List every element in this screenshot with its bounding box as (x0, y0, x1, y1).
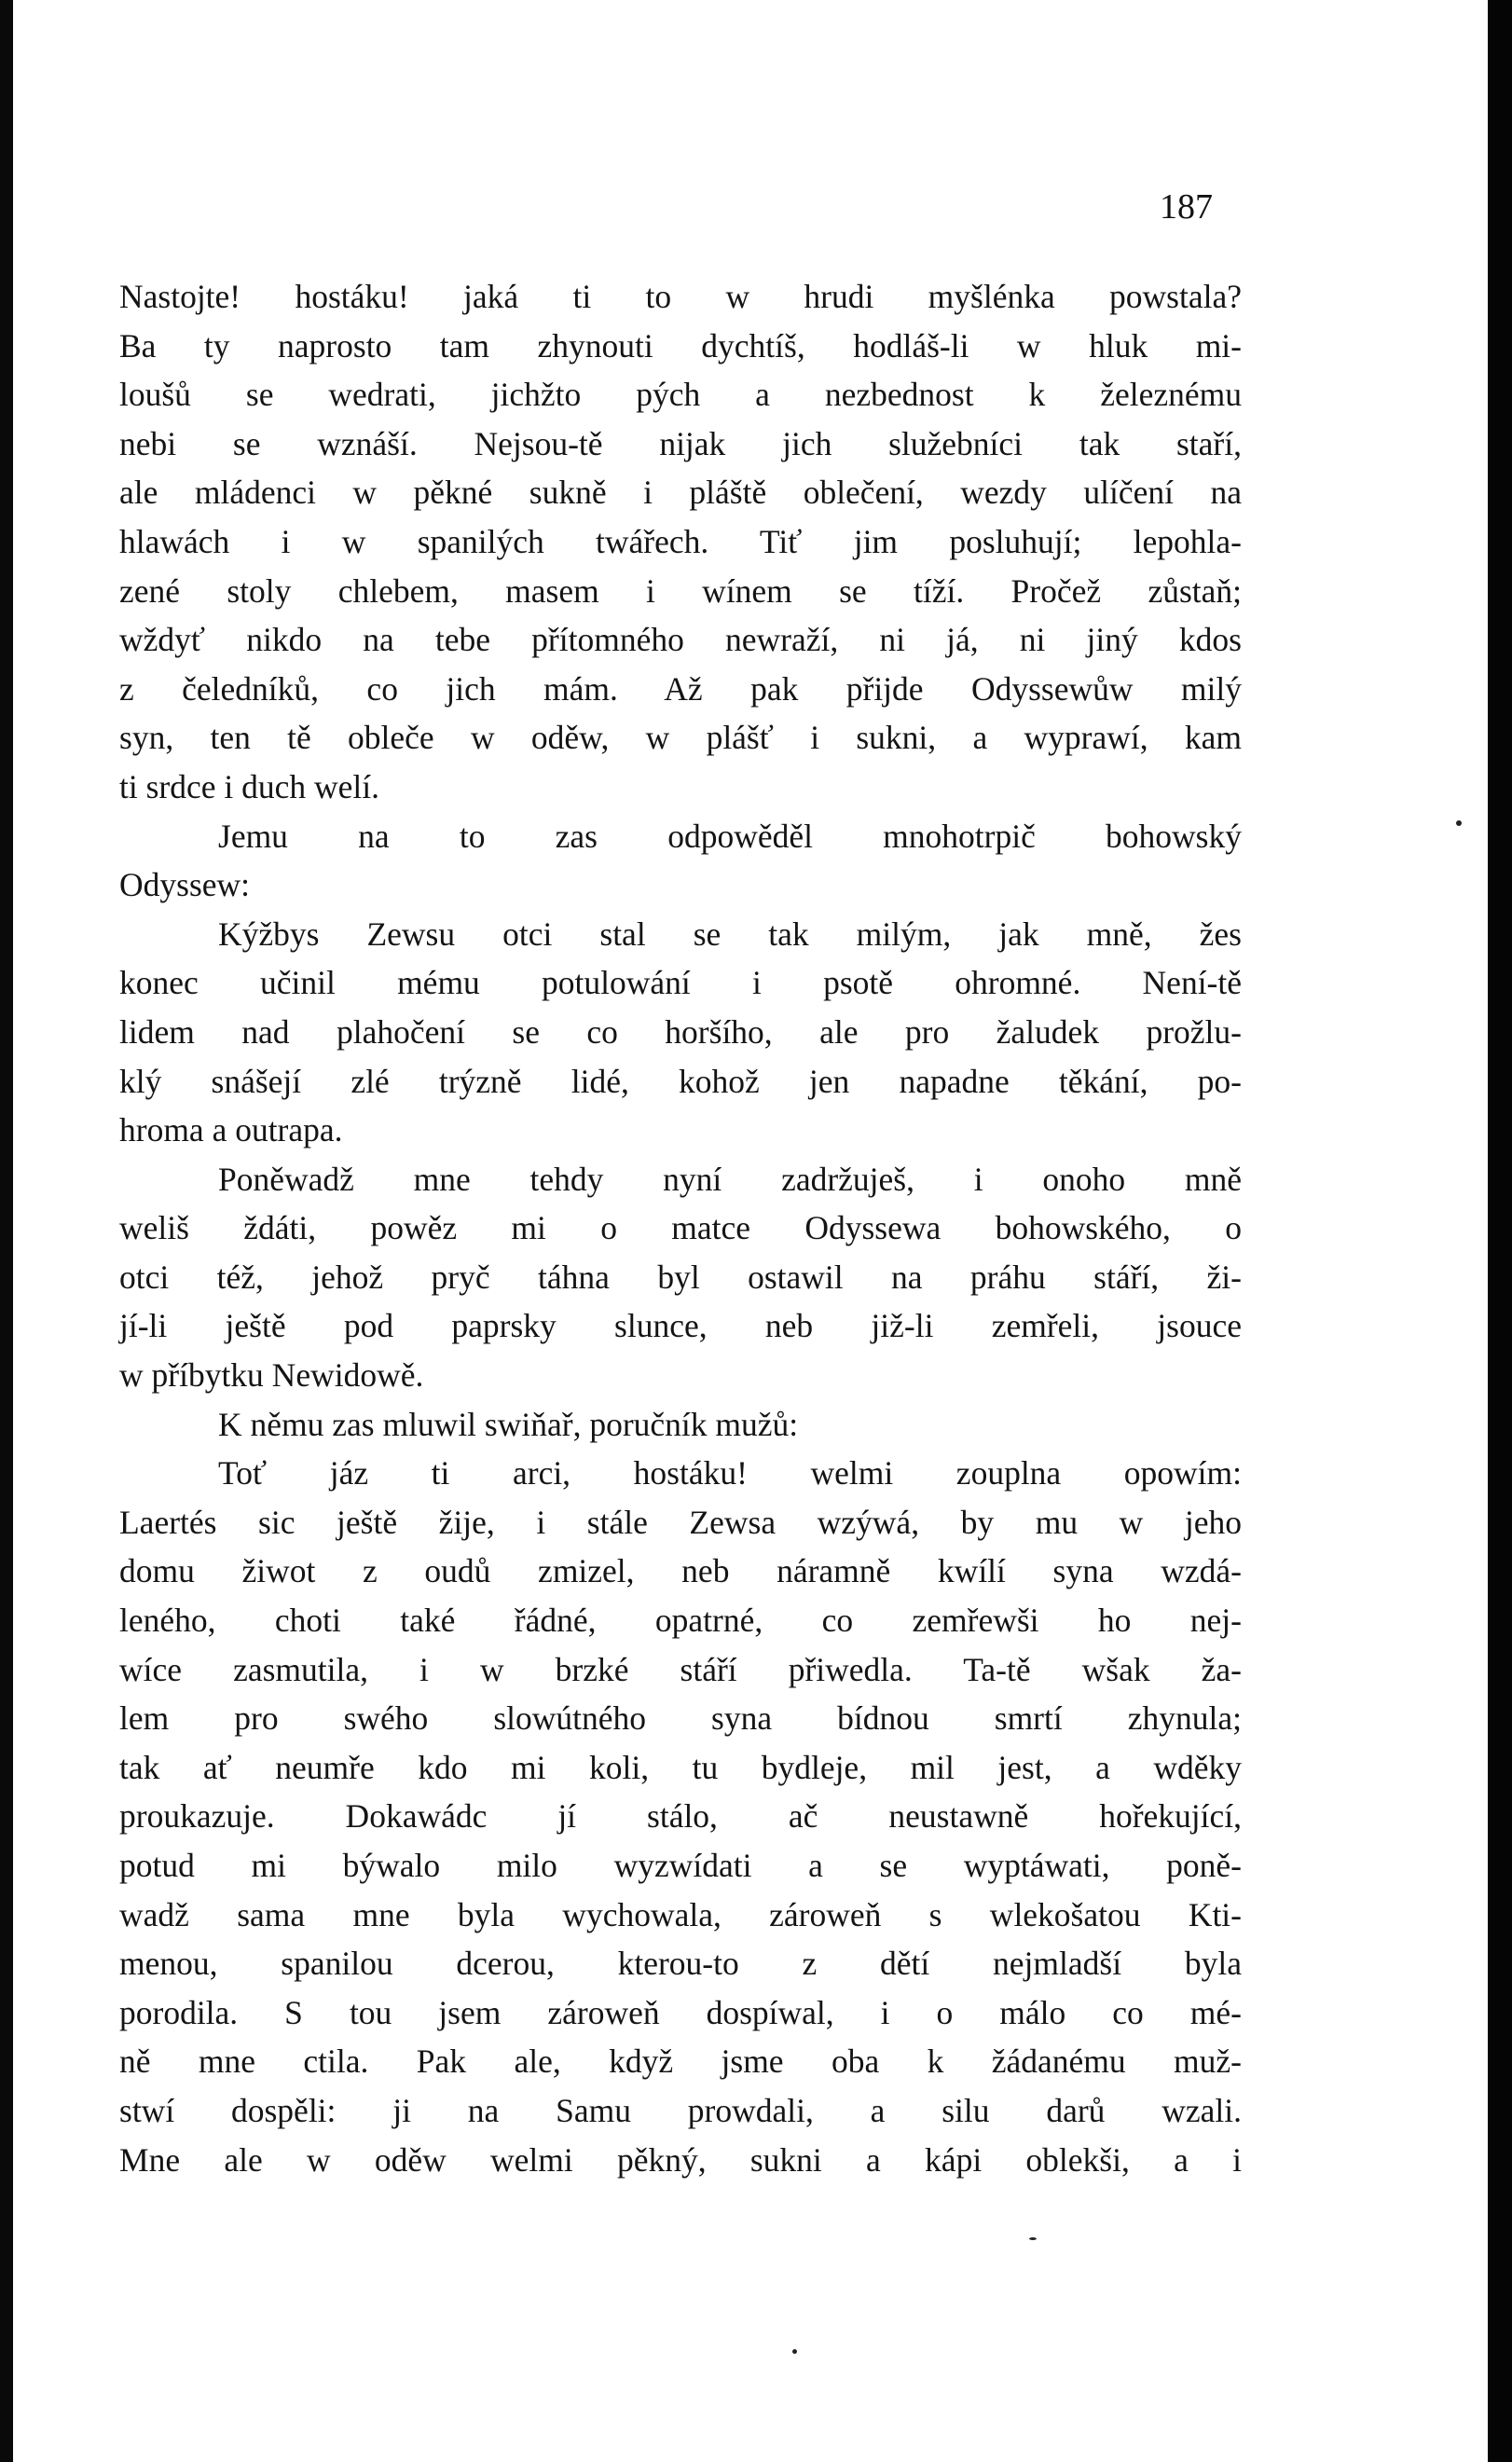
text-line: proukazuje. Dokawádc jí stálo, ač neustawně hořekující, (119, 1797, 1242, 1836)
paragraph-6 (119, 1449, 1242, 2184)
text-line: Ba ty naprosto tam zhynouti dychtíš, hodláš-li w hluk mi- (119, 326, 1242, 364)
text-line: leného, choti také řádné, opatrné, co zemřewši ho nej- (119, 1602, 1242, 1640)
paragraph-2 (119, 812, 1242, 910)
text-line: hlawách i w spanilých twářech. Tiť jim posluhují; lepohla- (119, 522, 1242, 560)
scan-speck (1456, 820, 1462, 826)
text-line: Odyssew: (119, 866, 251, 904)
book-page (13, 0, 1488, 2462)
text-line: Toť jáz ti arci, hostáku! welmi zouplna opowím: (218, 1454, 1242, 1492)
text-line: K němu zas mluwil swiňař, poručník mužů: (218, 1405, 799, 1443)
text-line: Jemu na to zas odpowěděl mnohotrpič bohowský (218, 817, 1242, 855)
text-line: konec učinil mému potulowání i psotě ohromné. Není-tě (119, 964, 1242, 1002)
text-line: z čeledníků, co jich mám. Až pak přijde Odyssewůw milý (119, 669, 1242, 708)
text-line: domu žiwot z oudů zmizel, neb náramně kwílí syna wzdá- (119, 1552, 1242, 1590)
text-line: lidem nad plahočení se co horšího, ale pro žaludek prožlu- (119, 1012, 1242, 1051)
text-line: hroma a outrapa. (119, 1111, 343, 1149)
scan-speck (792, 2349, 797, 2354)
text-line: ale mládenci w pěkné sukně i pláště oblečení, wezdy ulíčení na (119, 474, 1242, 512)
text-line: zené stoly chlebem, masem i wínem se tíží. Pročež zůstaň; (119, 571, 1242, 610)
page-text (119, 272, 1242, 2184)
text-line: wadž sama mne byla wychowala, zároweň s wlekošatou Kti- (119, 1895, 1242, 1933)
text-line: wždyť nikdo na tebe přítomného newraží, ni já, ni jiný kdos (119, 621, 1242, 659)
paragraph-4 (119, 1155, 1242, 1400)
text-line: wíce zasmutila, i w brzké stáří přiwedla. Ta-tě wšak ža- (119, 1650, 1242, 1688)
text-line: ně mne ctila. Pak ale, když jsme oba k žádanému muž- (119, 2042, 1242, 2081)
text-line: nebi se wznáší. Nejsou-tě nijak jich služebníci tak staří, (119, 424, 1242, 462)
text-line: porodila. S tou jsem zároweň dospíwal, i o málo co mé- (119, 1993, 1242, 2031)
text-line: lem pro swého slowútného syna bídnou smrtí zhynula; (119, 1699, 1242, 1738)
text-line: potud mi býwalo milo wyzwídati a se wyptáwati, poně- (119, 1847, 1242, 1884)
text-line: klý snášejí zlé trýzně lidé, kohož jen napadne těkání, po- (119, 1062, 1242, 1100)
paragraph-5 (119, 1400, 1242, 1450)
text-line: Kýžbys Zewsu otci stal se tak milým, jak mně, žes (218, 915, 1242, 953)
text-line: Nastojte! hostáku! jaká ti to w hrudi myšlénka powstala? (119, 278, 1242, 315)
text-line: otci též, jehož pryč táhna byl ostawil na práhu stáří, ži- (119, 1258, 1242, 1296)
text-line: Mne ale w oděw welmi pěkný, sukni a kápi oblekši, a i (119, 2140, 1242, 2179)
paragraph-3 (119, 910, 1242, 1155)
paragraph-1 (119, 272, 1242, 812)
text-line: jí-li ještě pod paprsky slunce, neb již-li zemřeli, jsouce (119, 1307, 1242, 1345)
scan-speck (1029, 2237, 1037, 2240)
text-line: w příbytku Newidowě. (119, 1356, 424, 1395)
text-line: weliš ždáti, powěz mi o matce Odyssewa bohowského, o (119, 1209, 1242, 1247)
scan-border-right (1488, 0, 1512, 2462)
text-line: menou, spanilou dcerou, kterou-to z dětí nejmladší byla (119, 1945, 1242, 1983)
page-number: 187 (1160, 187, 1213, 227)
text-line: tak ať neumře kdo mi koli, tu bydleje, mil jest, a wděky (119, 1748, 1242, 1786)
scan-border-left (0, 0, 13, 2462)
text-line: stwí dospěli: ji na Samu prowdali, a silu darů wzali. (119, 2091, 1242, 2129)
text-line: Laertés sic ještě žije, i stále Zewsa wzýwá, by mu w jeho (119, 1503, 1242, 1541)
text-line: ti srdce i duch welí. (119, 767, 379, 805)
text-line: syn, ten tě obleče w oděw, w plášť i sukni, a wyprawí, kam (119, 719, 1242, 757)
text-line: Poněwadž mne tehdy nyní zadržuješ, i onoho mně (218, 1160, 1242, 1198)
text-line: loušů se wedrati, jichžto pých a nezbednost k železnému (119, 376, 1242, 414)
